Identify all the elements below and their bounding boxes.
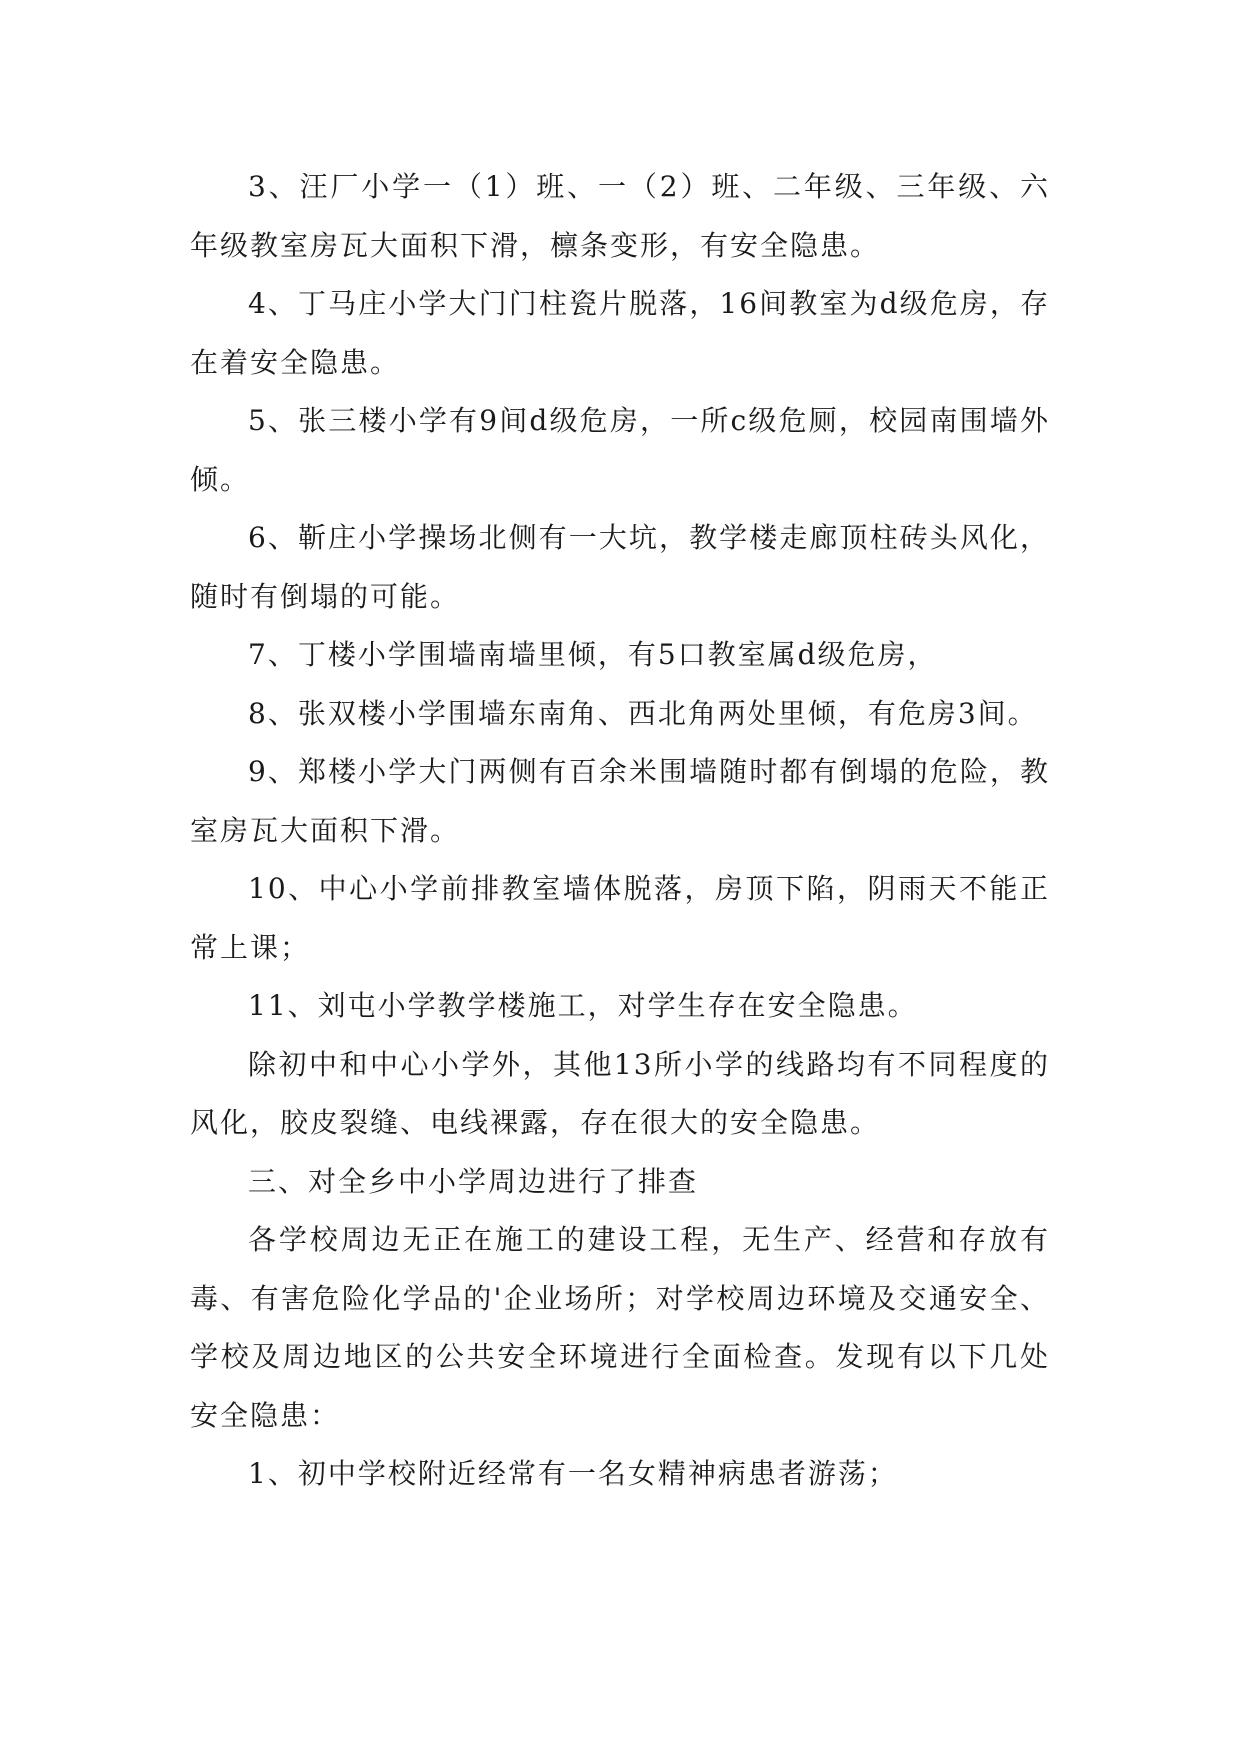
paragraph-item-4-dingmazhuang: 4、丁马庄小学大门门柱瓷片脱落，16间教室为d级危房，存在着安全隐患。 [190, 287, 1050, 379]
paragraph-item-10-zhongxin: 10、中心小学前排教室墙体脱落，房顶下陷，阴雨天不能正常上课； [190, 872, 1050, 964]
paragraph-item-6-jinzhuang: 6、靳庄小学操场北侧有一大坑，教学楼走廊顶柱砖头风化，随时有倒塌的可能。 [190, 521, 1050, 613]
paragraph-item-9-zhenglou: 9、郑楼小学大门两侧有百余米围墙随时都有倒塌的危险，教室房瓦大面积下滑。 [190, 755, 1050, 847]
paragraph-wiring-summary: 除初中和中心小学外，其他13所小学的线路均有不同程度的风化，胶皮裂缝、电线裸露，存在很大的安全隐患。 [190, 1047, 1050, 1139]
paragraph-item-5-zhangsanlou: 5、张三楼小学有9间d级危房，一所c级危厕，校园南围墙外倾。 [190, 404, 1050, 496]
paragraph-surroundings-inspection: 各学校周边无正在施工的建设工程，无生产、经营和存放有毒、有害危险化学品的'企业场所；对学校周边环境及交通安全、学校及周边地区的公共安全环境进行全面检查。发现有以下几处安全隐患： [190, 1223, 1050, 1432]
section-heading-surroundings: 三、对全乡中小学周边进行了排查 [248, 1164, 699, 1198]
paragraph-item-11-liutun: 11、刘屯小学教学楼施工，对学生存在安全隐患。 [248, 989, 918, 1022]
paragraph-item-3-wangchang: 3、汪厂小学一（1）班、一（2）班、二年级、三年级、六年级教室房瓦大面积下滑，檩条变形，有安全隐患。 [190, 170, 1050, 262]
paragraph-hazard-1: 1、初中学校附近经常有一名女精神病患者游荡； [248, 1457, 898, 1490]
document-body [190, 158, 1050, 1504]
paragraph-item-7-dinglou: 7、丁楼小学围墙南墙里倾，有5口教室属d级危房， [248, 638, 938, 671]
paragraph-item-8-zhangshuanglou: 8、张双楼小学围墙东南角、西北角两处里倾，有危房3间。 [248, 696, 1038, 730]
